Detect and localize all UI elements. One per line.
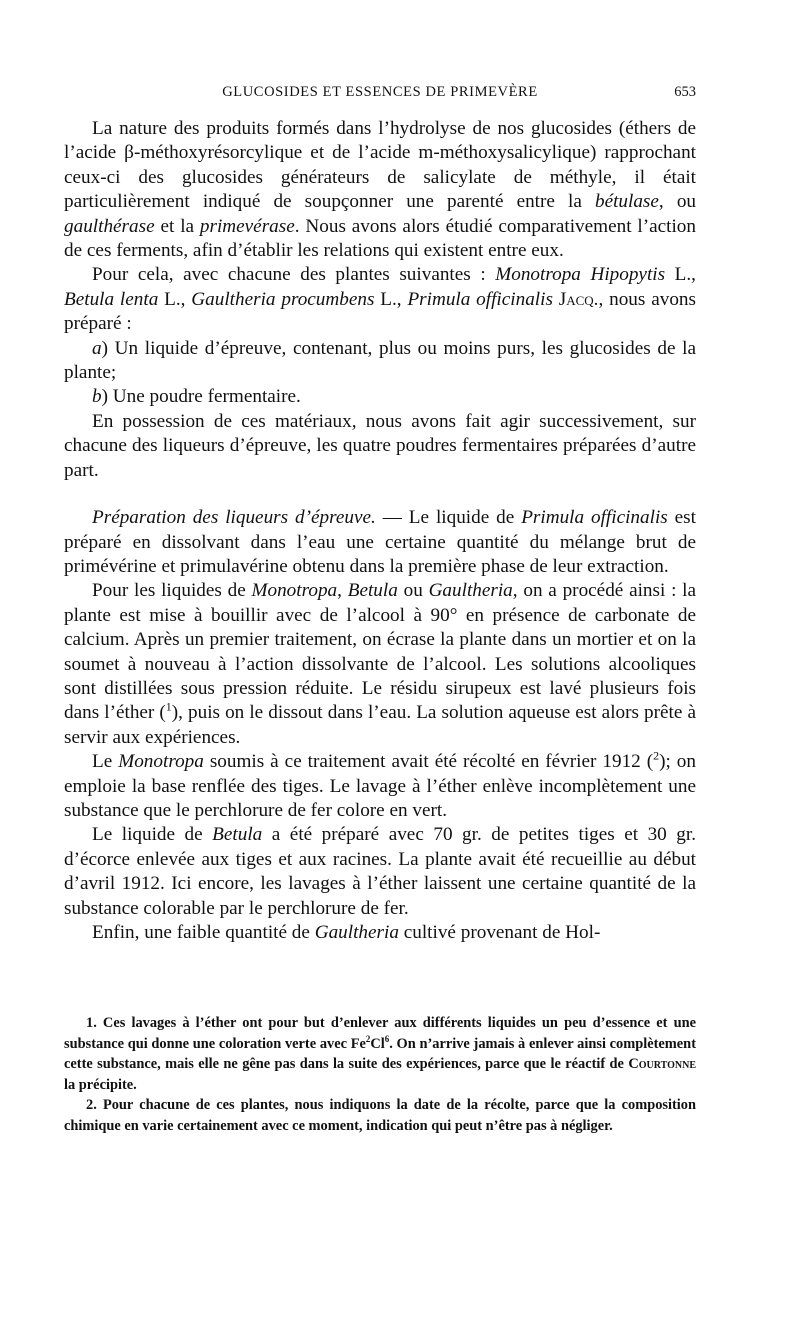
footnote-ref: 1 (165, 699, 172, 714)
page-header (64, 84, 696, 106)
paragraph: Enfin, une faible quantité de Gaultheria cultivé provenant de Hol- (92, 922, 601, 943)
paragraph: Le Monotropa soumis à ce traitement avait été récolté en février 1912 ($^2$); on emploie la base renflée des tiges. Le lavage à l’éther enlève incomplètement une substance que le perchlorure de fer colore en vert. (64, 748, 696, 821)
running-title: GLUCOSIDES ET ESSENCES DE PRIMEVÈRE (222, 84, 538, 100)
section-title: Préparation des liqueurs d’épreuve. (92, 507, 376, 529)
footnote: 1. Ces lavages à l’éther ont pour but d’enlever aux différents liquides un peu d’essence et une substance qui donne une coloration verte avec Fe$^2$Cl$^6$. On n’arrive jamais à enlever ainsi complètement cette substance, mais elle ne gêne pas dans la suite des expériences, parce que le réactif de Courtonne la précipite. (64, 1015, 696, 1093)
footnote-ref: 2 (653, 748, 660, 763)
list-item: b) Une poudre fermentaire. (92, 386, 301, 408)
paragraph: Pour cela, avec chacune des plantes suivantes : Monotropa Hipopytis L., Betula lenta L., Gaultheria procumbens L., Primula officinalis Jacq., nous avons préparé : (64, 264, 696, 335)
paragraph: Pour les liquides de Monotropa, Betula ou Gaultheria, on a procédé ainsi : la plante est mise à bouillir avec de l’alcool à 90° en présence de carbonate de calcium. Après un premier traitement, on écrase la plante dans un mortier et on la soumet à nouveau à l’action dissolvante de l’alcool. Les solutions alcooliques sont distillées sous pression réduite. Le résidu sirupeux est lavé plusieurs fois dans l’éther ($^1$), puis on le dissout dans l’eau. La solution aqueuse est alors prête à servir aux expériences. (64, 580, 697, 748)
paragraph: En possession de ces matériaux, nous avons fait agir successivement, sur chacune des liqueurs d’épreuve, les quatre poudres fermentaires préparées d’autre part. (64, 410, 696, 481)
paragraph: Le liquide de Betula a été préparé avec 70 gr. de petites tiges et 30 gr. d’écorce enlevée aux tiges et aux racines. La plante avait été recueillie au début d’avril 1912. Ici encore, les lavages à l’éther laissent une certaine quantité de la substance colorable par le perchlorure de fer. (64, 824, 697, 919)
paragraph: La nature des produits formés dans l’hydrolyse de nos glucosides (éthers de l’acide β-méthoxyrésorcylique et de l’acide m-méthoxysalicylique) rapprochant ceux-ci des glucosides générateurs de salicylate de méthyle, il était particulièrement indiqué de soupçonner une parenté entre la bétulase, ou gaulthérase et la primevérase. Nous avons alors étudié comparativement l’action de ces ferments, afin d’établir les relations qui existent entre eux. (64, 118, 697, 262)
footnotes (64, 1013, 696, 1137)
page-number: 653 (674, 84, 696, 100)
body-text (64, 117, 696, 945)
footnote: 2. Pour chacune de ces plantes, nous indiquons la date de la récolte, parce que la composition chimique en varie certainement avec ce moment, indication qui peut n’être pas à négliger. (64, 1097, 696, 1134)
list-item: a) Un liquide d’épreuve, contenant, plus ou moins purs, les glucosides de la plante; (64, 337, 696, 384)
section-paragraph: Préparation des liqueurs d’épreuve. — Le liquide de Primula officinalis est préparé en dissolvant dans l’eau une certaine quantité du mélange brut de primévérine et primulavérine obtenu dans la première phase de leur extraction. (64, 507, 696, 577)
